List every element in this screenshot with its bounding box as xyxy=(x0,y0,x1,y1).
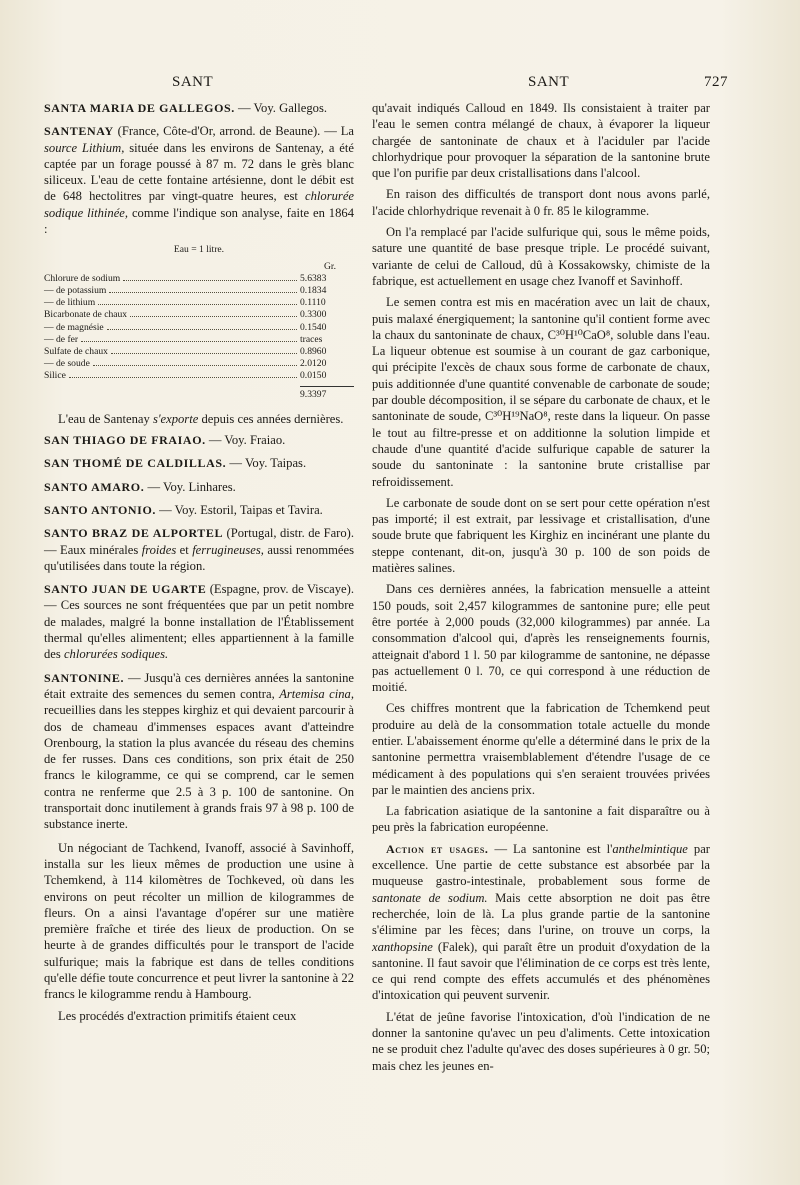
paragraph-carbonate: Le carbonate de soude dont on se sert pour cette opération n'est pas importé; il est extrait, par lessivage et cristallisation, d'une soude brute que fabriquent les Kirghiz en incinérant une plante du steppe contenant, dit-on, jusqu'à 30 p. 100 de son poids de matières salines. xyxy=(372,495,710,576)
paragraph-action-usages xyxy=(372,841,710,1004)
entry-santonine xyxy=(44,670,354,833)
running-head-right: SANT xyxy=(528,74,570,90)
analysis-value: 0.8960 xyxy=(300,346,327,357)
headword: SANTONINE. xyxy=(44,670,125,685)
entry-text: (Portugal, distr. de Faro). — Eaux minérales xyxy=(44,526,354,557)
analysis-row xyxy=(44,358,354,370)
entry-text: (Espagne, prov. de Viscaye). — Ces sources ne sont fréquentées que par un petit nombre de malades, malgré la bonne installation de l'Établissement thermal qu'elles alimentent; elles appartiennent à la famille des xyxy=(44,582,354,662)
entry-text: — Voy. Estoril, Taipas et Tavira. xyxy=(156,503,323,517)
analysis-rows xyxy=(44,273,354,383)
analysis-substance: Silice xyxy=(44,370,66,382)
analysis-value: 0.3300 xyxy=(300,309,327,321)
analysis-value: traces xyxy=(300,333,323,345)
entry-santo-braz xyxy=(44,525,354,574)
headword: SANTO BRAZ DE ALPORTEL xyxy=(44,526,224,541)
analysis-value: 0.0150 xyxy=(300,370,327,382)
running-head-left: SANT xyxy=(172,74,214,90)
right-column xyxy=(372,100,710,1079)
entry-santo-antonio xyxy=(44,502,354,518)
headword: SAN THIAGO DE FRAIAO. xyxy=(44,433,206,448)
analysis-row xyxy=(44,322,354,334)
entry-text: — Voy. Taipas. xyxy=(226,456,307,471)
entry-san-thiago xyxy=(44,432,354,448)
entry-santenay xyxy=(44,123,354,237)
headword: SAN THOMÉ DE CALDILLAS. xyxy=(44,456,227,471)
emphasis: santonate de sodium. xyxy=(372,890,488,905)
headword: SANTENAY xyxy=(44,124,114,139)
paragraph-text: L'eau de Santenay xyxy=(58,411,153,426)
analysis-substance: Chlorure de sodium xyxy=(44,272,121,284)
entry-text: (France, Côte-d'Or, arrond. de Beaune). — La xyxy=(113,124,354,139)
analysis-row xyxy=(44,309,354,321)
paragraph-procedes-start: Les procédés d'extraction primitifs étaient ceux xyxy=(58,1008,297,1023)
paragraph-text: Mais cette absorption ne doit pas être recherchée, loin de là. La plus grande partie de la santonine s'élimine par les fèces; dans l'urine, on trouve un corps, la xyxy=(372,890,710,938)
left-column xyxy=(44,100,354,1029)
headword: SANTA MARIA DE GALLEGOS. xyxy=(44,101,235,115)
entry-santo-amaro xyxy=(44,479,354,495)
entry-text: aussi renommées qu'utilisées dans toute la région. xyxy=(44,542,354,573)
analysis-substance: — de magnésie xyxy=(44,321,104,333)
paragraph-remplace: On l'a remplacé par l'acide sulfurique qui, sous le même poids, sature une quantité de base presque triple. Le procédé suivant, variante de celui de Calloud, dû à Kossakowsky, chimiste de la fabrique, est actuellement en usage chez Ivanoff et Savinhoff. xyxy=(372,225,710,288)
analysis-substance: — de potassium xyxy=(44,284,107,296)
paragraph-santenay-export xyxy=(44,411,354,427)
paragraph-fabrication: Dans ces dernières années, la fabrication mensuelle a atteint 150 pouds, soit 2,457 kilogrammes de santonine pure; elle peut être portée à 2,000 pouds (32,000 kilogrammes) par année. La consommation d'alcool qui, d'après les renseignements fournis, atteignait d'abord 1 l. 50 par kilogramme de santonine, ne dépasse pas actuellement 0 l. 70, ce qui correspond à une réduction de moitié. xyxy=(372,582,710,695)
entry-text: — Voy. Fraiao. xyxy=(205,433,286,448)
analysis-table xyxy=(44,244,354,400)
page-number: 727 xyxy=(704,74,728,90)
analysis-value: 5.6383 xyxy=(300,272,327,284)
analysis-title: Eau = 1 litre. xyxy=(173,244,225,256)
entry-text: recueillies dans les steppes kirghiz et qui devaient parcourir à dos de chameau d'immenses espaces avant d'atteindre Orenbourg, la station la plus avancée du réseau des chemins de fer russes. Dans ces conditions, son prix était de 250 francs le kilogramme, ce qui se comprend, car le semen contra ne renferme que 2.5 à 3 p. 100 de santonine. On transportait donc inutilement à grands frais 97 à 98 p. 100 de substance inerte. xyxy=(44,703,354,832)
entry-text: comme l'indique son analyse, faite en 1864 : xyxy=(44,205,354,237)
paragraph-difficultes: En raison des difficultés de transport dont nous avons parlé, l'acide chlorhydrique revenait à 0 fr. 85 le kilogramme. xyxy=(372,187,710,218)
emphasis: anthelmintique xyxy=(612,841,688,856)
paragraph-negociant: Un négociant de Tachkend, Ivanoff, associé à Savinhoff, installa sur les lieux mêmes de production une usine à Tchemkend, à 114 kilomètres de Tochkeved, où dans les environs on peut récolter un million de kilogrammes de fleurs. On a ainsi l'avantage d'opérer sur une matière première fraîche et tirée des lieux de production. On se heurte à de grandes difficultés pour le transport de l'acide sulfurique; mais la fabrique est dans de telles conditions qu'elle défie toute concurrence et peut livrer la santonine à 22 francs le kilogramme rendu à Hambourg. xyxy=(44,840,354,1002)
entry-text: — Voy. Gallegos. xyxy=(234,101,328,115)
paragraph-chiffres: Ces chiffres montrent que la fabrication de Tchemkend peut produire au delà de la consommation totale actuelle du monde entier. L'abaissement énorme qu'elle a déterminé dans le prix de la santonine permettra vraisemblablement d'étendre l'usage de ce médicament à des populations qui s'en seraient trouvées privées par le maintien des anciens prix. xyxy=(372,701,710,797)
paragraph-text: depuis ces années dernières. xyxy=(198,411,344,426)
running-head xyxy=(0,74,800,96)
emphasis: chlorurée sodique lithinée, xyxy=(44,189,354,220)
entry-santo-juan xyxy=(44,581,354,662)
dot-leader xyxy=(111,353,297,354)
paragraph-text: par excellence. Une partie de cette substance est absorbée par la muqueuse gastro-intestinale, probablement sous forme de xyxy=(372,841,710,889)
analysis-value: 0.1110 xyxy=(300,297,326,309)
entry-text: située dans les environs de Santenay, a été captée par un forage poussé à 87 m. 72 dans le grès blanc siliceux. L'eau de cette fontaine artésienne, dont le débit est de 648 hectolitres par vingt-quatre heures, est xyxy=(44,140,354,204)
headword: SANTO ANTONIO. xyxy=(44,503,156,517)
analysis-total-value: 9.3397 xyxy=(300,386,354,401)
paragraph-calloud: qu'avait indiqués Calloud en 1849. Ils consistaient à traiter par l'eau le semen contra mélangé de chaux, à évaporer la liqueur chargée de santoninate de chaux et à l'aciduler par l'acide chlorhydrique pour provoquer la séparation de la santonine brute que l'on purifie par deux cristallisations dans l'alcool. xyxy=(372,101,710,181)
analysis-substance: — de soude xyxy=(44,358,90,370)
analysis-unit: Gr. xyxy=(324,260,336,272)
paragraph-text: (Falek), qui paraît être un produit d'oxydation de la santonine. Il faut savoir que l'élimination de ce corps est très lente, ce qui rend compte des effets accumulés et des phénomènes d'intoxication qui peuvent survenir. xyxy=(372,939,710,1003)
analysis-row xyxy=(44,370,354,382)
analysis-row xyxy=(44,285,354,297)
analysis-substance: Sulfate de chaux xyxy=(44,346,108,357)
entry-san-thome xyxy=(44,455,354,471)
paragraph-asiatique: La fabrication asiatique de la santonine a fait disparaître ou à peu près la fabrication européenne. xyxy=(372,804,710,835)
emphasis: source Lithium, xyxy=(44,140,125,155)
entry-text: — Jusqu'à ces dernières années la santonine était extraite des semences du semen contra, xyxy=(44,670,354,701)
headword: SANTO JUAN DE UGARTE xyxy=(44,582,207,597)
dot-leader xyxy=(130,316,297,317)
dot-leader xyxy=(93,365,297,366)
entry-text: et xyxy=(176,542,193,557)
analysis-value: 0.1834 xyxy=(300,284,327,296)
analysis-row xyxy=(44,334,354,346)
entry-text: — Voy. Linhares. xyxy=(144,479,236,494)
dot-leader xyxy=(107,329,297,330)
emphasis: xanthopsine xyxy=(372,939,433,954)
analysis-total xyxy=(44,386,354,401)
emphasis: chlorurées sodiques. xyxy=(63,647,169,662)
emphasis: froides xyxy=(141,542,177,557)
headword: SANTO AMARO. xyxy=(44,479,145,494)
dot-leader xyxy=(109,292,297,293)
subheading: Action et usages. xyxy=(386,841,489,856)
analysis-value: 2.0120 xyxy=(300,358,327,370)
dot-leader xyxy=(69,377,297,378)
emphasis: ferrugineuses, xyxy=(192,542,264,557)
entry-santa-maria xyxy=(44,100,354,116)
paragraph-maceration: Le semen contra est mis en macération avec un lait de chaux, puis malaxé énergiquement; la santonine qu'il contient forme avec la chaux du santoninate de chaux, C³⁰H¹⁰CaO⁸, soluble dans l'eau. La liqueur obtenue est soumise à un courant de gaz carbonique, qui précipite l'excès de chaux sous forme de carbonate de chaux, puis additionnée d'une quantité convenable de carbonate de soude; par double décomposition, il se sépare du carbonate de chaux, et le santoninate de soude, C³⁰H¹⁹NaO⁸, reste dans la liqueur. On passe le tout au filtre-presse et on additionne la solution limpide et chaude d'une quantité d'acide sulfurique capable de saturer la soude du santoninate : la santonine brute cristallise par refroidissement. xyxy=(372,295,710,489)
paragraph-jeune: L'état de jeûne favorise l'intoxication, d'où l'indication de ne donner la santonine qu'avec un peu d'aliments. Cette intoxication ne se produit chez l'adulte qu'avec des doses supérieures à 0 gr. 50; mais chez les jeunes en- xyxy=(372,1009,710,1073)
analysis-row xyxy=(44,297,354,309)
dot-leader xyxy=(81,341,297,342)
emphasis: Artemisa cina, xyxy=(279,686,354,701)
analysis-substance: Bicarbonate de chaux xyxy=(44,309,128,321)
analysis-substance: — de fer xyxy=(44,333,79,345)
analysis-row xyxy=(44,273,354,285)
dot-leader xyxy=(98,304,297,305)
analysis-value: 0.1540 xyxy=(300,321,327,333)
analysis-row xyxy=(44,346,354,358)
emphasis: s'exporte xyxy=(152,411,199,426)
paragraph-text: — La santonine est l' xyxy=(488,841,613,856)
analysis-substance: — de lithium xyxy=(44,297,96,309)
dot-leader xyxy=(123,280,297,281)
